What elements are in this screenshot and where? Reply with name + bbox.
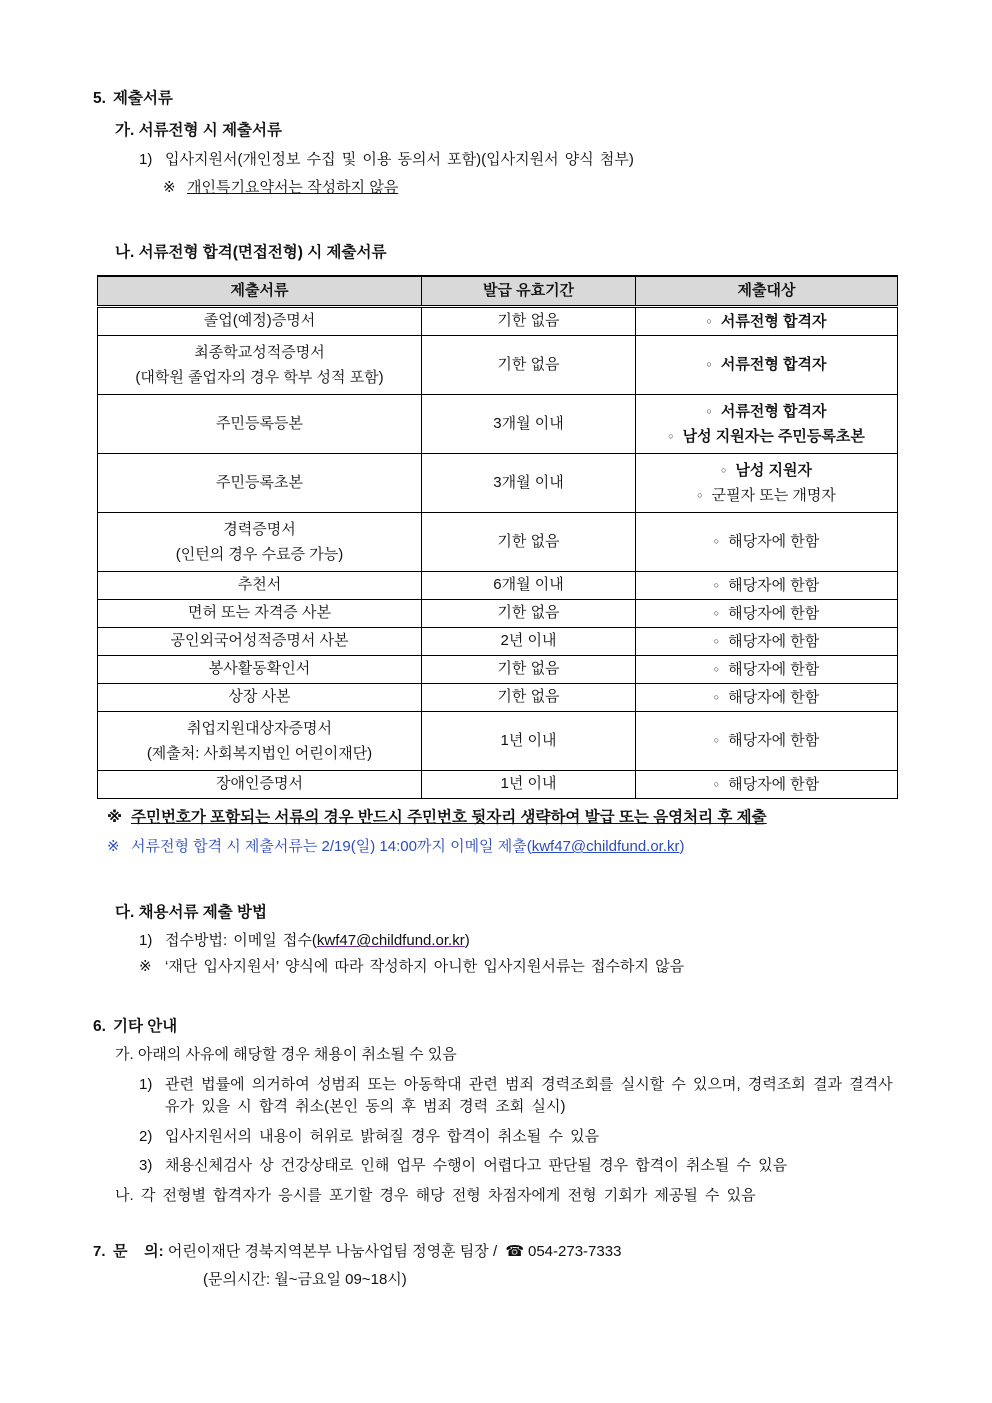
col-header-validity: 발급 유효기간 [422, 276, 636, 306]
circle-bullet-icon: ○ [706, 315, 712, 326]
table-row [98, 627, 898, 655]
cell-target [636, 711, 898, 770]
section5-subc-item1 [139, 930, 902, 952]
col-header-document: 제출서류 [98, 276, 422, 306]
inquiry-hours: (문의시간: 월~금요일 09~18시) [203, 1270, 407, 1288]
target-text: 남성 지원자는 주민등록초본 [682, 427, 865, 445]
reference-mark: ※ [139, 958, 152, 976]
circle-bullet-icon: ○ [668, 430, 674, 441]
circle-bullet-icon: ○ [713, 778, 720, 789]
target-line [642, 483, 891, 508]
section5-subc-note [139, 956, 902, 978]
section6-subitem-text: 입사지원서의 내용이 허위로 밝혀질 경우 합격이 취소될 수 있음 [165, 1127, 600, 1145]
table-row [98, 683, 898, 711]
section5-sub-c: 다. 채용서류 제출 방법 [115, 903, 267, 921]
section6-subitem-text: 관련 법률에 의거하여 성범죄 또는 아동학대 관련 범죄 경력조회를 실시할 수 있으며, 경력조회 결과 결격사유가 있을 시 합격 취소(본인 동의 후 범죄 경력 조회 실시) [165, 1076, 893, 1115]
circle-bullet-icon: ○ [713, 579, 720, 590]
cell-target [636, 627, 898, 655]
document-name-line: 최종학교성적증명서 [194, 343, 325, 361]
phone-number: 054-273-7333 [528, 1242, 622, 1260]
section6-number: 6. [93, 1017, 106, 1035]
document-name-line: (인턴의 경우 수료증 가능) [175, 545, 344, 563]
cell-document-name [98, 599, 422, 627]
cell-validity: 기한 없음 [422, 599, 636, 627]
circle-bullet-icon: ○ [713, 607, 720, 618]
target-text: 해당자에 한함 [728, 632, 820, 650]
circle-bullet-icon: ○ [720, 464, 727, 475]
target-line [642, 658, 891, 681]
target-line [642, 352, 891, 377]
circle-bullet-icon: ○ [713, 635, 720, 646]
cell-validity: 3개월 이내 [422, 453, 636, 512]
section5-item1-text: 입사지원서(개인정보 수집 및 이용 동의서 포함)(입사지원서 양식 첨부) [165, 150, 634, 168]
target-line [642, 424, 891, 449]
table-row [98, 655, 898, 683]
section6-heading [93, 1016, 902, 1038]
cell-target [636, 512, 898, 571]
section7-contact-text [113, 1241, 621, 1263]
cell-validity: 6개월 이내 [422, 571, 636, 599]
section6-subitem-text: 채용신체검사 상 건강상태로 인해 업무 수행이 어렵다고 판단될 경우 합격이 취소될 수 있음 [165, 1157, 788, 1175]
table-header-row [98, 276, 898, 306]
target-line [642, 728, 891, 753]
section7-number: 7. [93, 1242, 106, 1260]
table-row [98, 770, 898, 798]
target-text: 해당자에 한함 [728, 533, 820, 551]
cell-target [636, 306, 898, 335]
cell-target [636, 655, 898, 683]
document-name-line: 취업지원대상자증명서 [187, 719, 332, 737]
cell-validity: 1년 이내 [422, 770, 636, 798]
table-row [98, 306, 898, 335]
reference-mark: ※ [107, 838, 120, 856]
table-row [98, 599, 898, 627]
section6-subitem [139, 1126, 902, 1148]
target-line [642, 602, 891, 625]
target-line [642, 686, 891, 709]
target-text: 해당자에 한함 [728, 604, 820, 622]
section5-heading [93, 88, 902, 110]
section5-subc-item1-marker: 1) [139, 932, 153, 950]
cell-document-name [98, 306, 422, 335]
contact-person: 어린이재단 경북지역본부 나눔사업팀 정영훈 팀장 / [167, 1242, 498, 1260]
table-row [98, 394, 898, 453]
reference-mark: ※ [163, 178, 176, 196]
table-note-deadline [107, 836, 902, 858]
cell-target [636, 571, 898, 599]
target-text: 해당자에 한함 [728, 775, 820, 793]
receipt-method-suffix: ) [464, 932, 470, 950]
target-text: 해당자에 한함 [728, 732, 820, 750]
section5-number: 5. [93, 90, 106, 107]
document-name-line: 주민등록등본 [216, 415, 303, 433]
target-line [642, 310, 891, 333]
list-marker: 2) [139, 1127, 153, 1145]
cell-validity: 기한 없음 [422, 306, 636, 335]
target-text: 서류전형 합격자 [720, 356, 827, 374]
document-name-line: 상장 사본 [228, 688, 291, 706]
circle-bullet-icon: ○ [713, 536, 720, 547]
target-text: 군필자 또는 개명자 [711, 486, 836, 504]
section5-sub-a: 가. 서류전형 시 제출서류 [115, 122, 282, 140]
document-name-line: 공인외국어성적증명서 사본 [170, 632, 349, 650]
cell-validity: 기한 없음 [422, 512, 636, 571]
cell-target [636, 453, 898, 512]
document-name-line: (제출처: 사회복지법인 어린이재단) [146, 744, 373, 762]
document-name-line: 경력증명서 [223, 520, 296, 538]
section5-sub-b: 나. 서류전형 합격(면접전형) 시 제출서류 [115, 244, 387, 262]
document-name-line: 봉사활동확인서 [208, 660, 311, 678]
cell-target [636, 770, 898, 798]
table-note-privacy [107, 807, 902, 829]
cell-validity: 기한 없음 [422, 335, 636, 394]
document-name-line: 추천서 [237, 576, 282, 594]
spacer [93, 1207, 902, 1241]
cell-target [636, 394, 898, 453]
spacer [93, 982, 902, 1016]
cell-document-name [98, 512, 422, 571]
section6-title: 기타 안내 [113, 1017, 178, 1035]
target-line [642, 630, 891, 653]
target-text: 해당자에 한함 [728, 576, 820, 594]
document-name-line: 졸업(예정)증명서 [203, 312, 316, 330]
deadline-text-suffix: ) [679, 838, 685, 856]
email-link[interactable]: kwf47@childfund.or.kr [316, 932, 465, 950]
spacer [93, 198, 902, 232]
circle-bullet-icon: ○ [706, 359, 712, 370]
circle-bullet-icon: ○ [713, 735, 720, 746]
cell-document-name [98, 711, 422, 770]
phone-icon: ☎ [505, 1242, 524, 1260]
table-row [98, 512, 898, 571]
cell-target [636, 599, 898, 627]
list-marker: 3) [139, 1157, 153, 1175]
table-row [98, 453, 898, 512]
target-line [642, 529, 891, 554]
table-row [98, 711, 898, 770]
cell-validity: 1년 이내 [422, 711, 636, 770]
document-name-line: 장애인증명서 [216, 775, 303, 793]
cell-validity: 2년 이내 [422, 627, 636, 655]
cell-target [636, 335, 898, 394]
circle-bullet-icon: ○ [713, 663, 720, 674]
section6-item-a: 가. 아래의 사유에 해당할 경우 채용이 취소될 수 있음 [115, 1046, 457, 1064]
cell-document-name [98, 770, 422, 798]
section6-subitem [139, 1074, 902, 1118]
cell-document-name [98, 394, 422, 453]
section5-item1 [139, 149, 902, 171]
section5-note-text: 개인특기요약서는 작성하지 않음 [187, 178, 399, 196]
cell-validity: 3개월 이내 [422, 394, 636, 453]
circle-bullet-icon: ○ [713, 691, 720, 702]
cell-validity: 기한 없음 [422, 655, 636, 683]
target-text: 해당자에 한함 [728, 688, 820, 706]
cell-target [636, 683, 898, 711]
section7-contact-line [93, 1241, 902, 1263]
cell-document-name [98, 683, 422, 711]
section6-subitem [139, 1155, 902, 1177]
target-text: 서류전형 합격자 [720, 402, 827, 420]
target-line [642, 773, 891, 796]
list-marker: 1) [139, 1076, 153, 1094]
email-link[interactable]: kwf47@childfund.or.kr [531, 838, 680, 856]
cell-document-name [98, 571, 422, 599]
table-note-privacy-text: 주민번호가 포함되는 서류의 경우 반드시 주민번호 뒷자리 생략하여 발급 또는 음영처리 후 제출 [131, 808, 767, 826]
cell-document-name [98, 627, 422, 655]
section5-subc-item1-text [165, 930, 902, 952]
target-line [642, 574, 891, 597]
section5-item1-marker: 1) [139, 150, 153, 168]
document-name-line: (대학원 졸업자의 경우 학부 성적 포함) [135, 368, 384, 386]
circle-bullet-icon: ○ [706, 405, 712, 416]
receipt-method-prefix: 접수방법: 이메일 접수( [165, 932, 317, 950]
table-row [98, 335, 898, 394]
target-text: 해당자에 한함 [728, 660, 820, 678]
cell-document-name [98, 335, 422, 394]
cell-document-name [98, 453, 422, 512]
section6-item-b: 나. 각 전형별 합격자가 응시를 포기할 경우 해당 전형 차점자에게 전형 기회가 제공될 수 있음 [115, 1187, 756, 1205]
cell-document-name [98, 655, 422, 683]
reference-mark: ※ [107, 808, 123, 826]
spacer [93, 858, 902, 892]
section5-subc-note-text: ‘재단 입사지원서’ 양식에 따라 작성하지 아니한 입사지원서류는 접수하지 않음 [165, 958, 685, 976]
document-name-line: 주민등록초본 [216, 474, 303, 492]
submission-documents-table [97, 275, 898, 799]
target-text: 남성 지원자 [735, 461, 813, 479]
table-note-deadline-text [131, 836, 685, 858]
cell-validity: 기한 없음 [422, 683, 636, 711]
col-header-target: 제출대상 [636, 276, 898, 306]
document-name-line: 면허 또는 자격증 사본 [188, 604, 331, 622]
section5-note [163, 177, 902, 199]
target-line [642, 399, 891, 424]
section5-title: 제출서류 [113, 90, 173, 107]
target-text: 서류전형 합격자 [720, 312, 827, 330]
circle-bullet-icon: ○ [697, 489, 703, 500]
deadline-text-prefix: 서류전형 합격 시 제출서류는 2/19(일) 14:00까지 이메일 제출( [131, 838, 532, 856]
table-row [98, 571, 898, 599]
target-line [642, 458, 891, 483]
inquiry-label: 문 의: [113, 1242, 164, 1260]
